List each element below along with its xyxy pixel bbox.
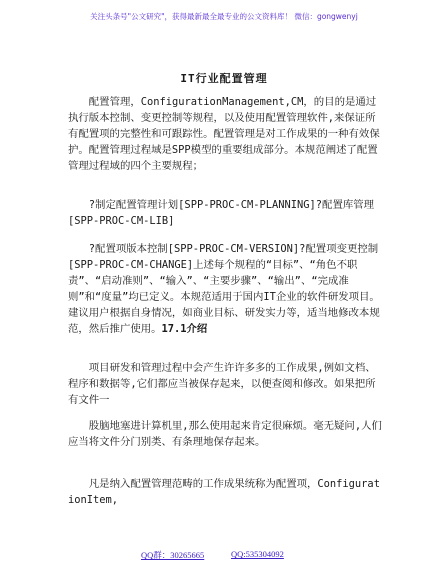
document-body xyxy=(68,94,384,515)
header-promo-note: 关注头条号"公文研究"，获得最新最全最专业的公文资料库！ 微信：gongwenyj xyxy=(90,12,358,21)
page-title: IT行业配置管理 xyxy=(180,72,268,85)
paragraph-organize-files: 股脑地塞进计算机里,那么使用起来肯定很麻烦。毫无疑问,人们应当将文件分门别类、有条理地保存起来。 xyxy=(68,420,382,448)
paragraph-procedures-list-2 xyxy=(68,241,384,353)
paragraph-procedures-text: ?配置项版本控制[SPP-PROC-CM-VERSION]?配置项变更控制[SPP-PROC-CM-CHANGE]上述每个规程的“目标”、“角色不职责”、“启动准则”、“输入”、“主要步骤”、“输出”、“完成准则”和“度量”均已定义。本规范适用于国内IT企业的软件研发项目。建议用户根据自身情况，如商业目标、研发实力等，适当地修改本规范，然后推广使用。 xyxy=(68,243,380,335)
paragraph-configuration-item: 凡是纳入配置管理范畴的工作成果统称为配置项，ConfigurationItem, xyxy=(68,478,380,506)
footer-qq-link[interactable]: QQ:535304092 xyxy=(231,549,284,559)
paragraph-procedures-list-1: ?制定配置管理计划[SPP-PROC-CM-PLANNING]?配置库管理[SPP-PROC-CM-LIB] xyxy=(68,199,375,227)
paragraph-work-products: 项目研发和管理过程中会产生许许多多的工作成果,例如文档、程序和数据等,它们都应当被保存起来，以便查阅和修改。如果把所有文件一 xyxy=(68,362,376,406)
paragraph-intro: 配置管理，ConfigurationManagement,CM，的目的是通过执行版本控制、变更控制等规程，以及使用配置管理软件,来保证所有配置项的完整性和可跟踪性。配置管理是对工作成果的一种有效保护。配置管理过程域是SPP模型的重要组成部分。本规范阐述了配置管理过程域的四个主要规程； xyxy=(68,96,380,172)
section-heading: 17.1介绍 xyxy=(161,323,208,335)
footer-qq-group-link[interactable]: QQ群：30265665 xyxy=(141,550,205,560)
